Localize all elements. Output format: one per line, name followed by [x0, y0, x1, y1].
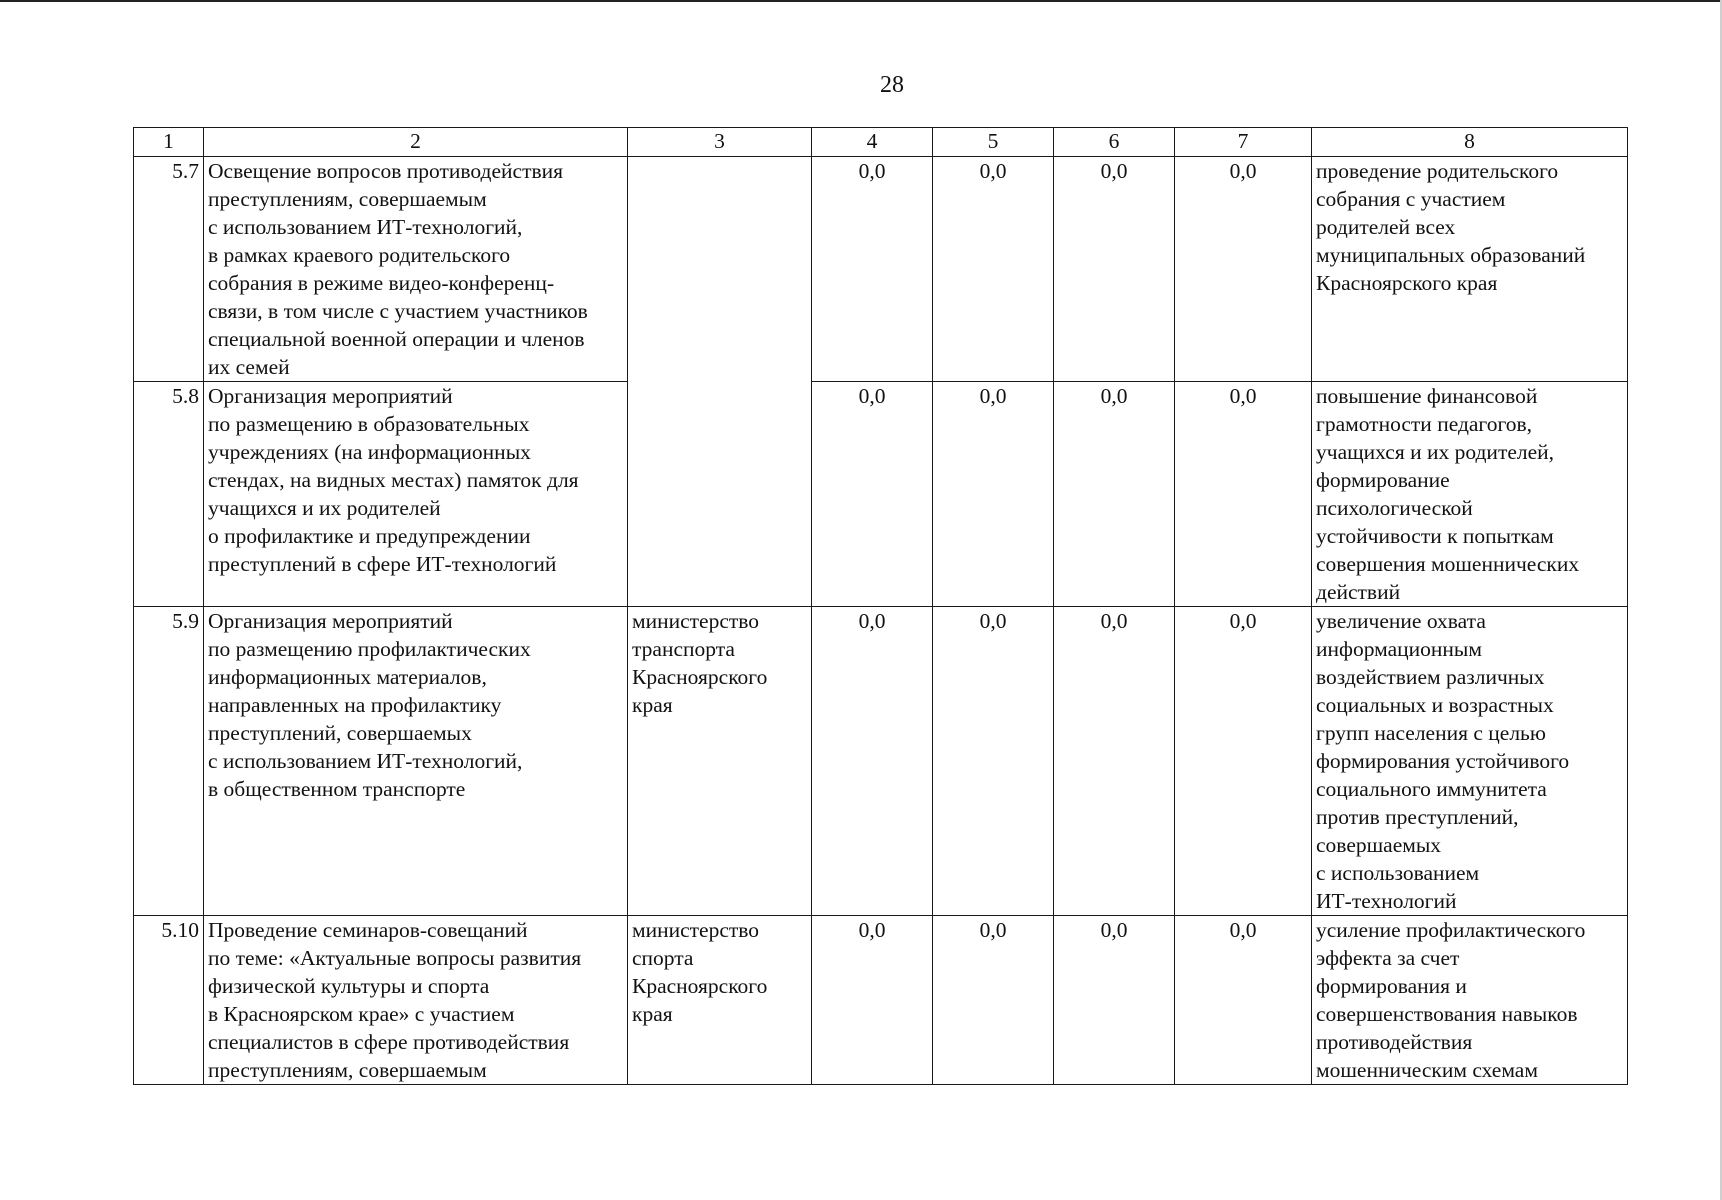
value-col-5: 0,0 [933, 157, 1054, 382]
header-col-4: 4 [812, 128, 933, 157]
expected-result [1312, 382, 1628, 607]
measure-description [204, 607, 628, 916]
executor-text: министерство транспорта Красноярского края [632, 609, 768, 717]
expected-result [1312, 916, 1628, 1085]
expected-result-text: увеличение охвата информационным воздействием различных социальных и возрастных групп населения с целью формирования устойчивого социального иммунитета против преступлений, совершаемых с использованием ИТ-технологий [1316, 609, 1570, 913]
executor-cell [628, 157, 812, 607]
table-row [134, 607, 1628, 916]
table-row [134, 382, 1628, 607]
row-number: 5.7 [134, 157, 204, 382]
measure-description-text: Освещение вопросов противодействия преступлениям, совершаемым с использованием ИТ-технологий, в рамках краевого родительского собрания в режиме видео-конференц- связи, в том числе с участием участников специальной военной операции и членов их семей [208, 159, 588, 379]
header-col-3: 3 [628, 128, 812, 157]
value-col-7: 0,0 [1175, 916, 1312, 1085]
value-col-4: 0,0 [812, 916, 933, 1085]
value-col-4: 0,0 [812, 382, 933, 607]
page-top-edge [0, 0, 1722, 2]
value-col-4: 0,0 [812, 157, 933, 382]
executor-text: министерство спорта Красноярского края [632, 918, 768, 1026]
value-col-5: 0,0 [933, 916, 1054, 1085]
expected-result [1312, 607, 1628, 916]
row-number: 5.10 [134, 916, 204, 1085]
value-col-7: 0,0 [1175, 382, 1312, 607]
measure-description-text: Организация мероприятий по размещению профилактических информационных материалов, направленных на профилактику преступлений, совершаемых с использованием ИТ-технологий, в общественном транспорте [208, 609, 531, 801]
measure-description [204, 382, 628, 607]
expected-result-text: повышение финансовой грамотности педагогов, учащихся и их родителей, формирование психологической устойчивости к попыткам совершения мошеннических действий [1316, 384, 1580, 604]
row-number: 5.8 [134, 382, 204, 607]
header-col-8: 8 [1312, 128, 1628, 157]
value-col-7: 0,0 [1175, 607, 1312, 916]
header-col-6: 6 [1054, 128, 1175, 157]
measures-table [133, 127, 1628, 1085]
executor-cell [628, 607, 812, 916]
table-header-row [134, 128, 1628, 157]
executor-cell [628, 916, 812, 1085]
expected-result-text: усиление профилактического эффекта за счет формирования и совершенствования навыков противодействия мошенническим схемам [1316, 918, 1586, 1082]
row-number: 5.9 [134, 607, 204, 916]
table-row [134, 157, 1628, 382]
expected-result-text: проведение родительского собрания с участием родителей всех муниципальных образований Красноярского края [1316, 159, 1586, 295]
page-number: 28 [880, 72, 904, 98]
header-col-5: 5 [933, 128, 1054, 157]
header-col-1: 1 [134, 128, 204, 157]
measure-description [204, 916, 628, 1085]
measure-description-text: Организация мероприятий по размещению в образовательных учреждениях (на информационных стендах, на видных местах) памяток для учащихся и их родителей о профилактике и предупреждении преступлений в сфере ИТ-технологий [208, 384, 579, 576]
header-col-2: 2 [204, 128, 628, 157]
value-col-6: 0,0 [1054, 916, 1175, 1085]
value-col-6: 0,0 [1054, 607, 1175, 916]
expected-result [1312, 157, 1628, 382]
value-col-4: 0,0 [812, 607, 933, 916]
value-col-6: 0,0 [1054, 157, 1175, 382]
header-col-7: 7 [1175, 128, 1312, 157]
table-row [134, 916, 1628, 1085]
value-col-7: 0,0 [1175, 157, 1312, 382]
value-col-5: 0,0 [933, 382, 1054, 607]
measure-description [204, 157, 628, 382]
measure-description-text: Проведение семинаров-совещаний по теме: «Актуальные вопросы развития физической культуры и спорта в Красноярском крае» с участием специалистов в сфере противодействия преступлениям, совершаемым [208, 918, 582, 1082]
value-col-5: 0,0 [933, 607, 1054, 916]
value-col-6: 0,0 [1054, 382, 1175, 607]
